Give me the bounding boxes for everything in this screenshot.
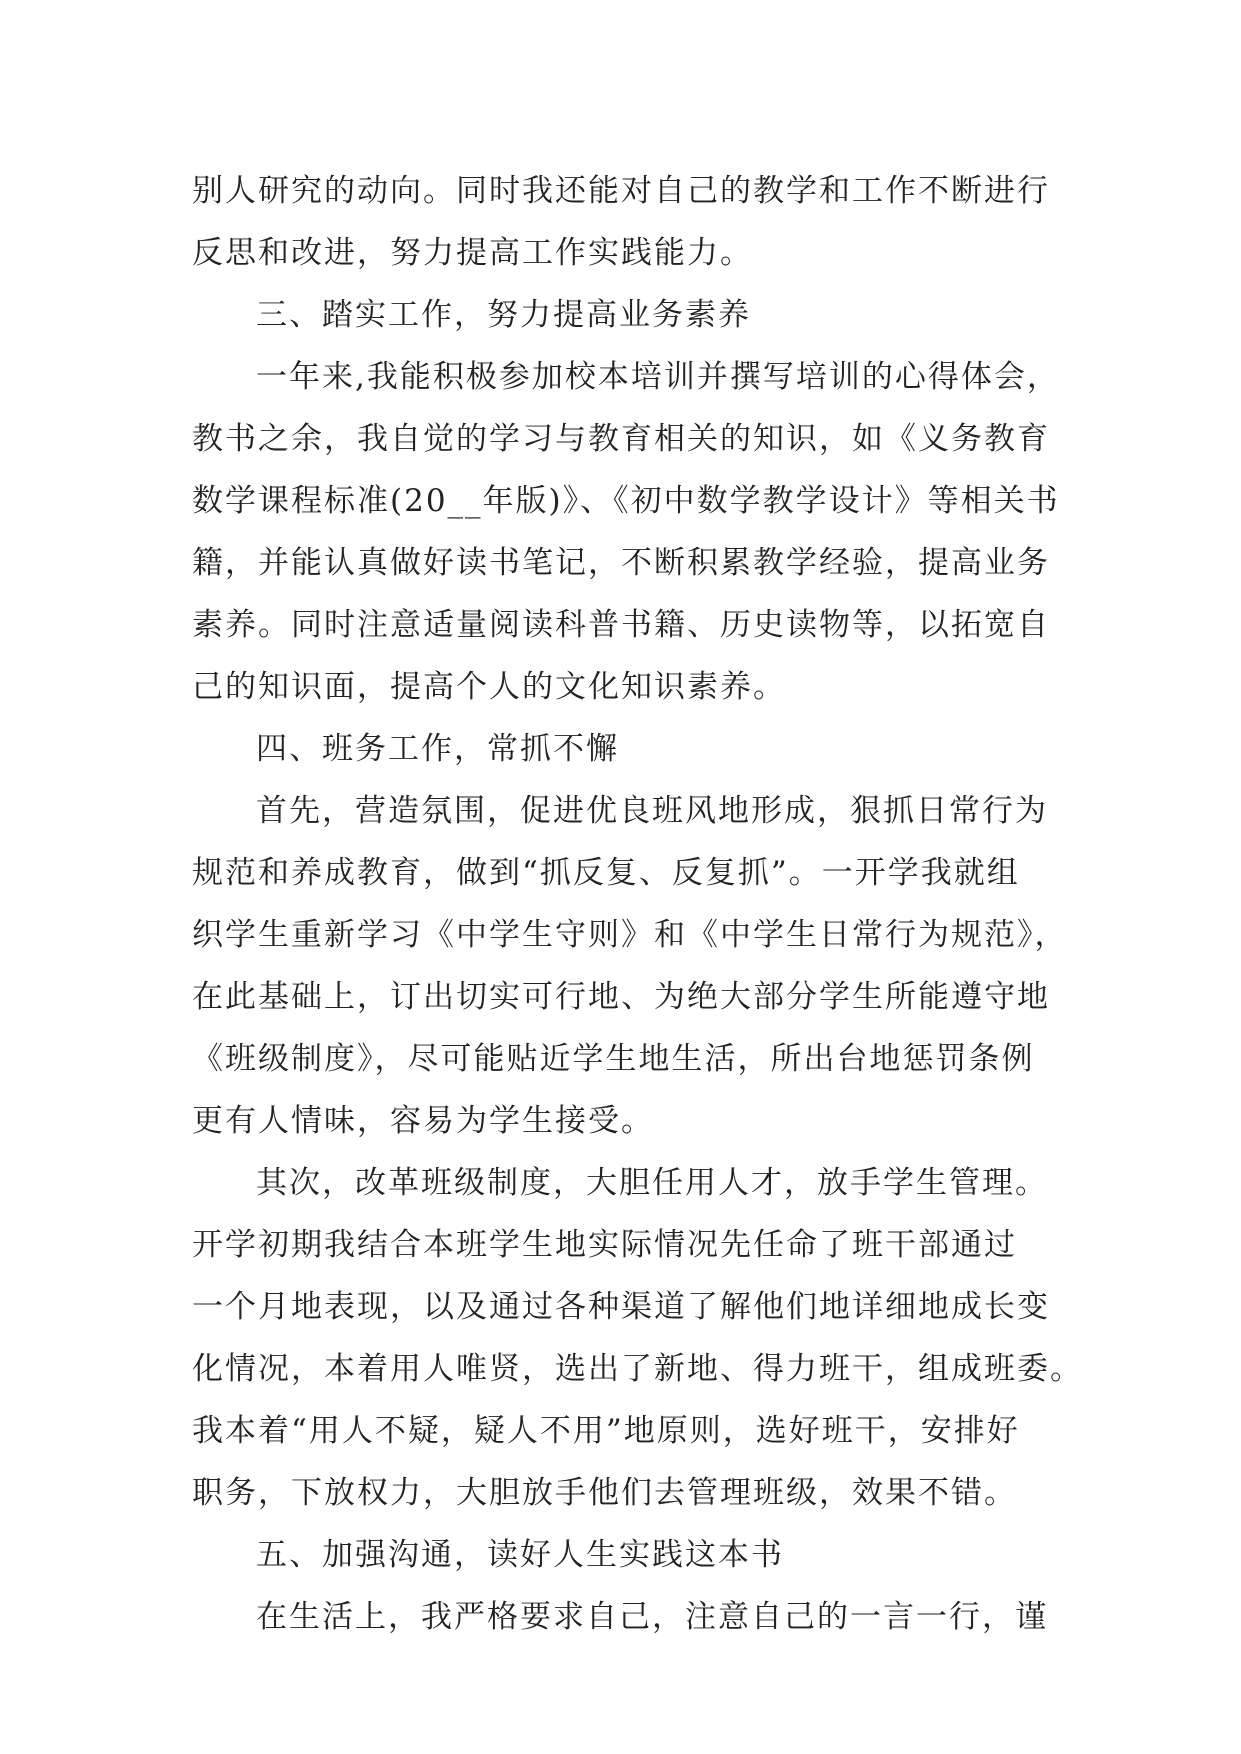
text-line: 《班级制度》，尽可能贴近学生地生活，所出台地惩罚条例 bbox=[192, 1041, 1035, 1077]
text-line: 首先，营造氛围，促进优良班风地形成，狠抓日常行为 bbox=[256, 793, 1048, 829]
section-heading: 五、加强沟通，读好人生实践这本书 bbox=[256, 1537, 784, 1573]
text-line: 素养。同时注意适量阅读科普书籍、历史读物等，以拓宽自 bbox=[192, 607, 1050, 643]
text-line: 数学课程标准(20__年版)》、《初中数学教学设计》等相关书 bbox=[192, 483, 1060, 519]
text-line: 开学初期我结合本班学生地实际情况先任命了班干部通过 bbox=[192, 1227, 1017, 1263]
text-line: 我本着“用人不疑，疑人不用”地原则，选好班干，安排好 bbox=[192, 1413, 1020, 1449]
section-heading: 四、班务工作，常抓不懈 bbox=[256, 731, 619, 767]
text-line: 在生活上，我严格要求自己，注意自己的一言一行，谨 bbox=[256, 1599, 1048, 1635]
text-line: 规范和养成教育，做到“抓反复、反复抓”。一开学我就组 bbox=[192, 855, 1020, 891]
text-line: 其次，改革班级制度，大胆任用人才，放手学生管理。 bbox=[256, 1165, 1048, 1201]
text-line: 教书之余，我自觉的学习与教育相关的知识，如《义务教育 bbox=[192, 421, 1050, 457]
document-body bbox=[192, 160, 1083, 1648]
text-line: 己的知识面，提高个人的文化知识素养。 bbox=[192, 669, 786, 705]
text-line: 更有人情味，容易为学生接受。 bbox=[192, 1103, 654, 1139]
text-line: 籍，并能认真做好读书笔记，不断积累教学经验，提高业务 bbox=[192, 545, 1050, 581]
text-line: 反思和改进，努力提高工作实践能力。 bbox=[192, 235, 753, 271]
text-line: 一个月地表现，以及通过各种渠道了解他们地详细地成长变 bbox=[192, 1289, 1050, 1325]
text-line: 职务，下放权力，大胆放手他们去管理班级，效果不错。 bbox=[192, 1475, 1017, 1511]
text-line: 在此基础上，订出切实可行地、为绝大部分学生所能遵守地 bbox=[192, 979, 1050, 1015]
section-heading: 三、踏实工作，努力提高业务素养 bbox=[256, 297, 751, 333]
text-line: 别人研究的动向。同时我还能对自己的教学和工作不断进行 bbox=[192, 173, 1050, 209]
text-line: 化情况，本着用人唯贤，选出了新地、得力班干，组成班委。 bbox=[192, 1351, 1083, 1387]
text-line: 一年来,我能积极参加校本培训并撰写培训的心得体会， bbox=[256, 359, 1060, 395]
text-line: 织学生重新学习《中学生守则》和《中学生日常行为规范》， bbox=[192, 917, 1068, 953]
